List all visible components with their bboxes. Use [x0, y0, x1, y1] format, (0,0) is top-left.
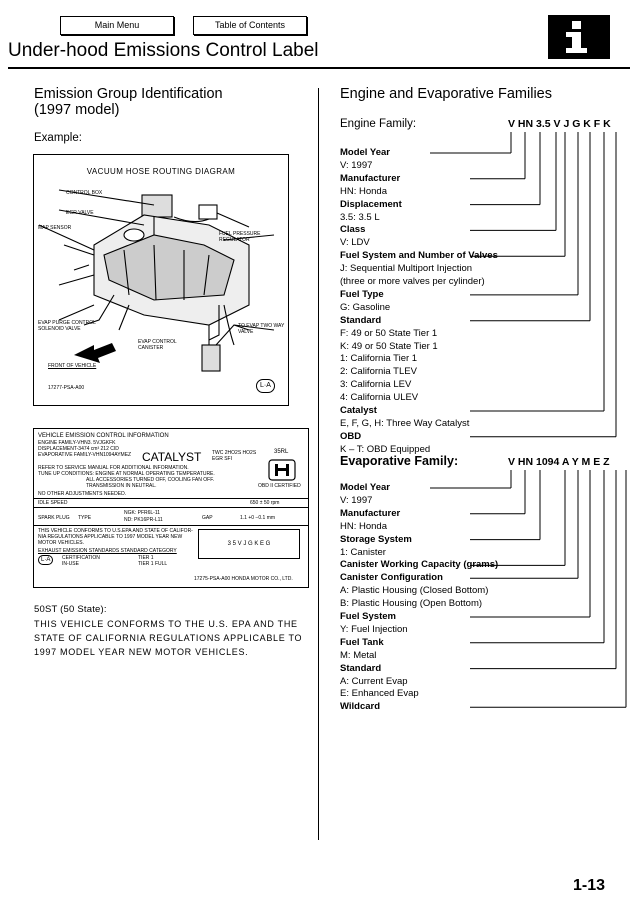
heading-line-1: Emission Group Identification [34, 86, 223, 102]
family-option-5: 1: Canister [340, 546, 386, 558]
caption-line-3: 1997 MODEL YEAR NEW MOTOR VEHICLES. [34, 647, 249, 657]
family-category-0: Model Year [340, 147, 390, 158]
label-displacement: DISPLACEMENT-3474 cm³ 212 CID [38, 446, 119, 452]
label-gap-value: 1.1 +0 −0.1 mm [240, 515, 276, 521]
page-number: 1-13 [573, 877, 606, 894]
label-spark-plug: SPARK PLUG [38, 515, 70, 521]
family-category-4: Storage System [340, 533, 412, 545]
family-option-5: 3.5: 3.5 L [340, 211, 380, 223]
label-evap-purge-valve: EVAP PURGE CONTROL SOLENOID VALVE [38, 320, 96, 332]
label-la-logo: L·A [38, 555, 53, 565]
label-gap: GAP [202, 515, 213, 521]
family-option-1: V: 1997 [340, 494, 373, 506]
label-ngk: NGK: PFR6L-11 [124, 510, 161, 516]
label-fuel-pressure-regulator: FUEL PRESSURE REGULATOR [219, 231, 261, 243]
family-option-3: HN: Honda [340, 185, 387, 197]
family-category-11: Fuel Type [340, 288, 384, 300]
family-option-19: 4: California ULEV [340, 392, 419, 404]
la-logo: L·A [256, 379, 275, 393]
caption-line-2: STATE OF CALIFORNIA REGULATIONS APPLICABLE TO [34, 633, 303, 643]
evaporative-family-code: V HN 1094 A Y M E Z [508, 456, 610, 468]
label-idle-value: 650 ± 50 rpm [250, 500, 280, 506]
family-category-8: Fuel System and Number of Valves [340, 250, 498, 262]
engine-family-label: Engine Family: [340, 118, 417, 130]
family-category-2: Manufacturer [340, 172, 401, 184]
family-option-17: 2: California TLEV [340, 366, 417, 378]
family-category-20: Catalyst [340, 405, 377, 416]
family-category-4: Displacement [340, 198, 402, 210]
family-option-8: A: Plastic Housing (Closed Bottom) [340, 585, 489, 597]
caption-line-1: THIS VEHICLE CONFORMS TO THE U.S. EPA AND THE [34, 619, 298, 629]
label-conforms-3: MOTOR VEHICLES. [38, 540, 85, 546]
label-standards-header: EXHAUST EMISSION STANDARDS STANDARD CATEGORY [38, 548, 177, 554]
family-option-16: E: Enhanced Evap [340, 688, 419, 700]
label-tier1: TIER 1 [138, 555, 154, 561]
label-evap-family: EVAPORATIVE FAMILY-VHN1094AYMEZ [38, 452, 132, 458]
label-egr-valve: EGR VALVE [66, 210, 94, 216]
label-code-box: 3 5 V J G K E G [198, 529, 300, 559]
label-nd: ND: PK16PR-L11 [124, 517, 163, 523]
label-35rl: 35RL [274, 449, 289, 455]
family-option-1: V: 1997 [340, 159, 373, 171]
family-category-2: Manufacturer [340, 507, 401, 519]
family-option-16: 1: California Tier 1 [340, 353, 418, 365]
engine-family-code: V HN 3.5 V J G K F K [508, 118, 611, 130]
family-option-18: 3: California LEV [340, 379, 412, 391]
family-category-0: Model Year [340, 482, 390, 493]
diagram-part-number: 17277-PSA-A00 [48, 385, 85, 391]
label-control-box: CONTROL BOX [66, 190, 103, 196]
family-category-22: OBD [340, 430, 362, 442]
label-footer: 17275-PSA-A00 HONDA MOTOR CO., LTD. [194, 576, 293, 582]
example-label: Example: [34, 132, 82, 144]
label-header: VEHICLE EMISSION CONTROL INFORMATION [38, 433, 169, 439]
label-conforms-1: THIS VEHICLE CONFORMS TO U.S.EPA AND STATE OF CALIFOR- [38, 528, 193, 534]
family-option-15: K: 49 or 50 State Tier 1 [340, 340, 438, 352]
family-category-7: Canister Configuration [340, 572, 443, 584]
family-category-14: Standard [340, 662, 382, 674]
family-option-23: K – T: OBD Equipped [340, 443, 431, 455]
label-engine-family: ENGINE FAMILY-VHN3. 5VJGKFK [38, 440, 116, 446]
family-option-13: M: Metal [340, 649, 377, 661]
family-option-7: V: LDV [340, 237, 370, 249]
family-option-10: (three or more valves per cylinder) [340, 276, 485, 287]
families-heading: Engine and Evaporative Families [340, 86, 552, 102]
family-category-6: Canister Working Capacity (grams) [340, 559, 499, 571]
page-title: Under-hood Emissions Control Label [8, 40, 319, 61]
label-obd-certified: OBD II CERTIFIED [258, 483, 301, 489]
main-menu-button[interactable]: Main Menu [60, 16, 174, 35]
family-option-21: E, F, G, H: Three Way Catalyst [340, 417, 470, 429]
family-category-13: Standard [340, 314, 382, 326]
family-option-14: F: 49 or 50 State Tier 1 [340, 327, 438, 339]
label-conforms-2: NIA REGULATIONS APPLICABLE TO 1997 MODEL YEAR NEW [38, 534, 183, 540]
label-to-evap-valve: TO EVAP TWO WAY VALVE [238, 323, 285, 335]
family-category-6: Class [340, 224, 366, 236]
label-catalyst-codes: TWC 2HO2S HO2S EGR SFI [212, 450, 257, 462]
label-map-sensor: MAP SENSOR [38, 225, 72, 231]
family-option-9: B: Plastic Housing (Open Bottom) [340, 598, 483, 610]
label-in-use: IN-USE [62, 561, 79, 567]
family-option-15: A: Current Evap [340, 675, 408, 687]
label-no-adjustments: NO OTHER ADJUSTMENTS NEEDED. [38, 491, 127, 497]
label-idle-speed: IDLE SPEED [38, 500, 68, 506]
label-front-of-vehicle: FRONT OF VEHICLE [48, 363, 97, 369]
family-option-9: J: Sequential Multiport Injection [340, 263, 473, 275]
label-type: TYPE [78, 515, 92, 521]
family-option-11: Y: Fuel Injection [340, 623, 408, 635]
label-service-4: TRANSMISSION IN NEUTRAL. [86, 483, 157, 489]
family-option-3: HN: Honda [340, 520, 387, 532]
family-category-12: Fuel Tank [340, 636, 384, 648]
family-category-10: Fuel System [340, 611, 396, 622]
label-evap-canister: EVAP CONTROL CANISTER [138, 339, 177, 351]
label-service-2: TUNE UP CONDITIONS: ENGINE AT NORMAL OPERATING TEMPERATURE. [38, 471, 215, 477]
table-of-contents-button[interactable]: Table of Contents [193, 16, 307, 35]
diagram-title: VACUUM HOSE ROUTING DIAGRAM [86, 167, 236, 176]
family-category-17: Wildcard [340, 701, 381, 713]
family-option-12: G: Gasoline [340, 301, 391, 313]
label-service-3: ALL ACCESSORIES TURNED OFF, COOLING FAN OFF. [86, 477, 215, 483]
heading-line-2: (1997 model) [34, 102, 120, 118]
label-service-1: REFER TO SERVICE MANUAL FOR ADDITIONAL INFORMATION. [38, 465, 189, 471]
evaporative-family-label: Evaporative Family: [340, 454, 459, 468]
caption-title: 50ST (50 State): [34, 604, 107, 615]
label-tier1-full: TIER 1 FULL [138, 561, 168, 567]
label-certification: CERTIFICATION [62, 555, 100, 561]
label-catalyst: CATALYST [142, 450, 202, 464]
